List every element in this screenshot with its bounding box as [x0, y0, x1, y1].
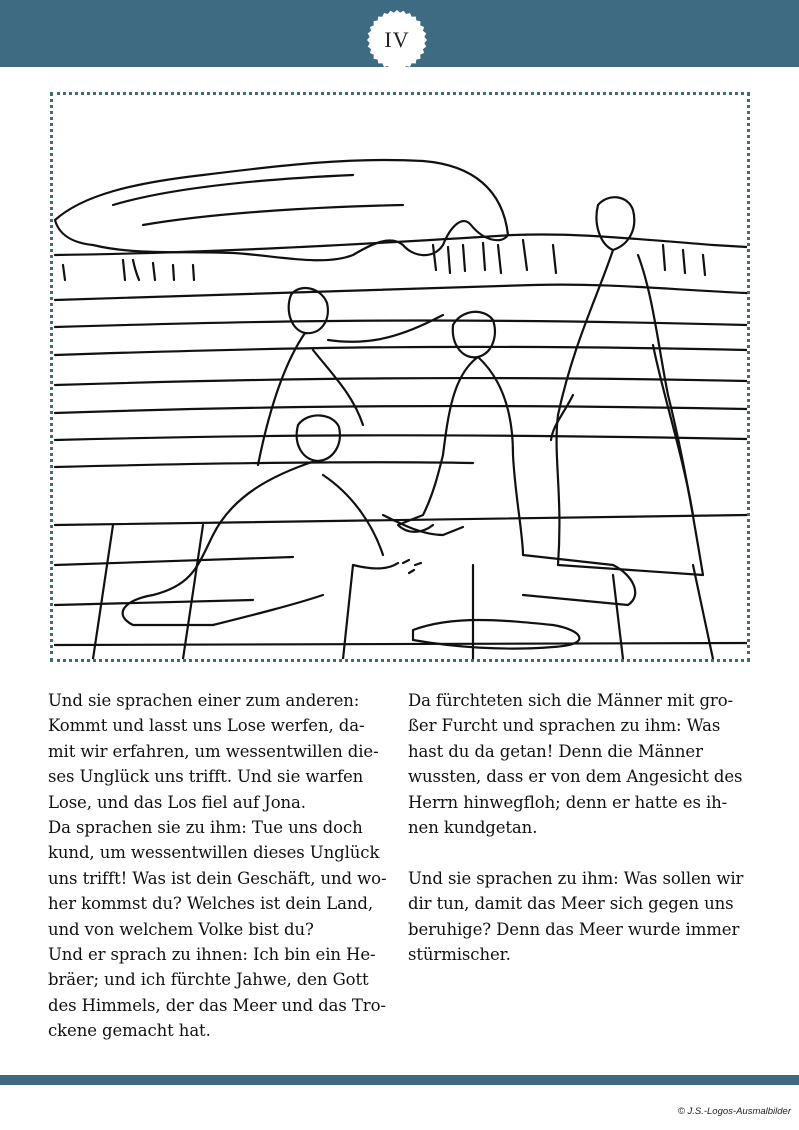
- text-column-right: [408, 688, 753, 967]
- copyright-notice: © J.S.-Logos-Ausmalbilder: [677, 1106, 791, 1117]
- footer-bar: [0, 1075, 799, 1085]
- paragraph: Da sprachen sie zu ihm: Tue uns doch kund, um wessentwillen dieses Unglück uns trifft! Was ist dein Geschäft, und wo- her kommst du? Welches ist dein Land, und von welchem Volke bist du?: [48, 818, 387, 939]
- paragraph: Und sie sprachen einer zum anderen: Kommt und lasst uns Lose werfen, da- mit wir erfahren, um wessentwillen die- ses Unglück uns trifft. Und sie warfen Lose, und das Los fiel auf Jona.: [48, 691, 379, 812]
- paragraph: Und sie sprachen zu ihm: Was sollen wir dir tun, damit das Meer sich gegen uns beruhige? Denn das Meer wurde immer stürmischer.: [408, 868, 744, 965]
- paragraph: Da fürchteten sich die Männer mit gro- ßer Furcht und sprachen zu ihm: Was hast du da getan! Denn die Männer wussten, dass er von dem Angesicht des Herrn hinwegfloh; denn er hatte es ih- nen kundgetan.: [408, 691, 743, 838]
- paragraph: Und er sprach zu ihnen: Ich bin ein He- bräer; und ich fürchte Jahwe, den Gott des Himmels, der das Meer und das Tro- ckene gemacht hat.: [48, 945, 386, 1041]
- text-column-left: [48, 688, 393, 1044]
- jonah-lots-ship-deck-icon: [53, 95, 747, 659]
- chapter-numeral: IV: [384, 27, 410, 52]
